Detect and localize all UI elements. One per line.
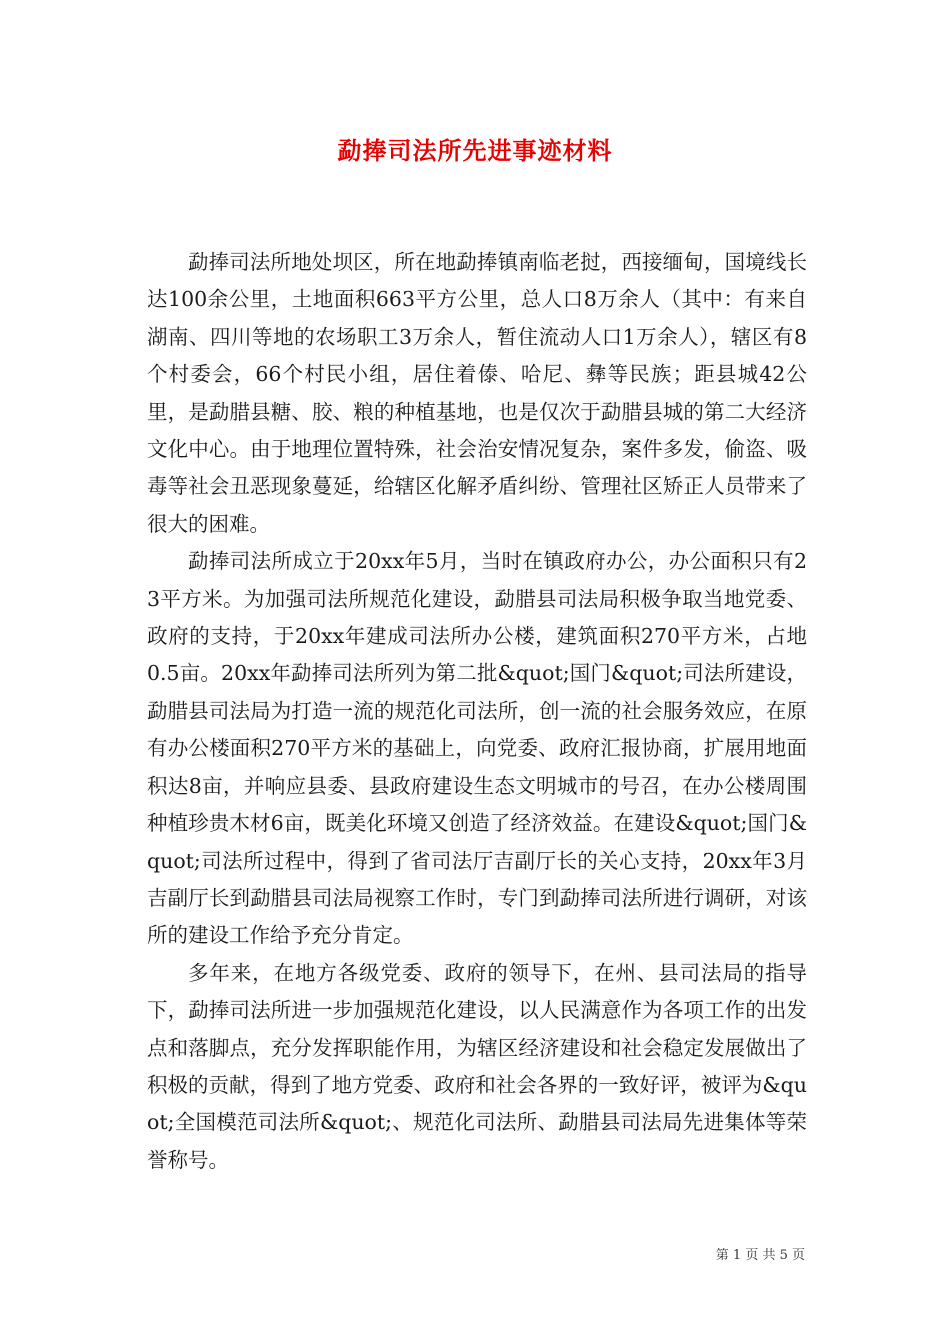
document-body	[147, 244, 807, 1179]
page-number: 第 1 页 共 5 页	[715, 1248, 805, 1263]
document-title: 勐捧司法所先进事迹材料	[337, 136, 613, 165]
paragraph-office-construction: 勐捧司法所成立于20xx年5月，当时在镇政府办公，办公面积只有23平方米。为加强司法所规范化建设，勐腊县司法局积极争取当地党委、政府的支持，于20xx年建成司法所办公楼，建筑面积270平方米，占地0.5亩。20xx年勐捧司法所列为第二批&quot;国门&quot;司法所建设，勐腊县司法局为打造一流的规范化司法所，创一流的社会服务效应，在原有办公楼面积270平方米的基础上，向党委、政府汇报协商，扩展用地面积达8亩，并响应县委、县政府建设生态文明城市的号召，在办公楼周围种植珍贵木材6亩，既美化环境又创造了经济效益。在建设&quot;国门&quot;司法所过程中，得到了省司法厅吉副厅长的关心支持，20xx年3月吉副厅长到勐腊县司法局视察工作时，专门到勐捧司法所进行调研，对该所的建设工作给予充分肯定。	[147, 549, 807, 948]
paragraph-location-overview: 勐捧司法所地处坝区，所在地勐捧镇南临老挝，西接缅甸，国境线长达100余公里，土地面积663平方公里，总人口8万余人（其中：有来自湖南、四川等地的农场职工3万余人，暂住流动人口1万余人），辖区有8个村委会，66个村民小组，居住着傣、哈尼、彝等民族；距县城42公里，是勐腊县糖、胶、粮的种植基地，也是仅次于勐腊县城的第二大经济文化中心。由于地理位置特殊，社会治安情况复杂，案件多发，偷盗、吸毒等社会丑恶现象蔓延，给辖区化解矛盾纠纷、管理社区矫正人员带来了很大的困难。	[147, 250, 807, 536]
paragraph-achievements: 多年来，在地方各级党委、政府的领导下，在州、县司法局的指导下，勐捧司法所进一步加强规范化建设，以人民满意作为各项工作的出发点和落脚点，充分发挥职能作用，为辖区经济建设和社会稳定发展做出了积极的贡献，得到了地方党委、政府和社会各界的一致好评，被评为&quot;全国模范司法所&quot;、规范化司法所、勐腊县司法局先进集体等荣誉称号。	[147, 960, 807, 1172]
